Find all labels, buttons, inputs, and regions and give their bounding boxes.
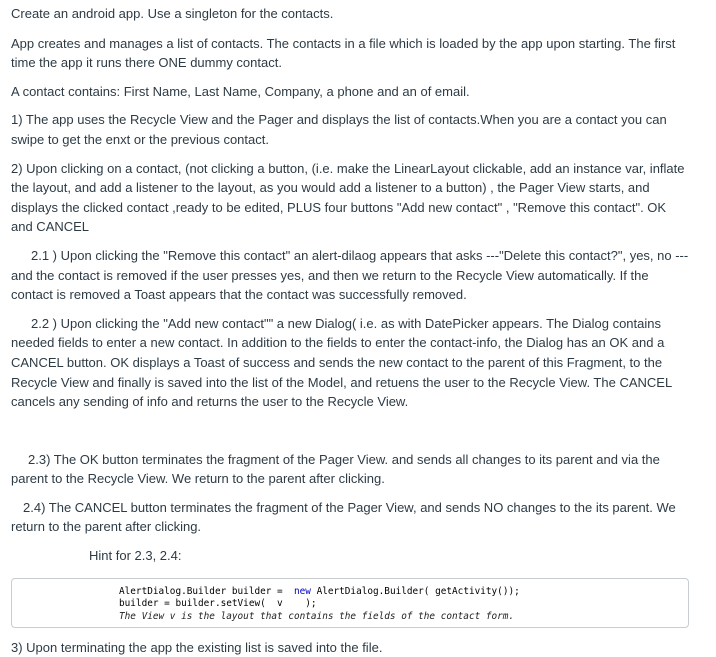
code-keyword-new: new [293,585,311,597]
code-line-1-start: AlertDialog.Builder builder = [119,585,294,597]
code-text [119,586,520,624]
code-block [11,578,689,628]
code-comment-line: The View v is the layout that contains the fields of the contact form. [119,610,515,622]
code-line-1-end: AlertDialog.Builder( getActivity()); [310,585,520,597]
contact-fields-paragraph: A contact contains: First Name, Last Name, Company, a phone and an of email. [11,83,470,99]
requirement-3-paragraph: 3) Upon terminating the app the existing list is saved into the file. [11,639,383,655]
assignment-document [11,4,691,657]
requirement-2-4-paragraph: 2.4) The CANCEL button terminates the fragment of the Pager View, and sends NO changes to the its parent. We return to the parent after clicking. [11,499,676,535]
hint-label: Hint for 2.3, 2.4: [89,548,182,564]
requirement-1-paragraph: 1) The app uses the Recycle View and the Pager and displays the list of contacts.When you are a contact you can swipe to get the enxt or the previous contact. [11,112,667,147]
requirement-2-2-paragraph: 2.2 ) Upon clicking the "Add new contact"" a new Dialog( i.e. as with DatePicker appears. The Dialog contains needed fields to enter a new contact. In addition to the fields to enter the contact-info, the Dialog has an OK and a CANCEL button. OK displays a Toast of success and sends the new contact to the parent of this Fragment, to the Recycle View and finally is saved into the list of the Model, and retuens the user to the Recycle View. The CANCEL cancels any sending of info and returns the user to the Recycle View. [11,315,672,410]
intro-paragraph: Create an android app. Use a singleton for the contacts. [11,6,334,21]
requirement-2-3-paragraph: 2.3) The OK button terminates the fragment of the Pager View. and sends all changes to its parent and via the parent to the Recycle View. We return to the parent after clicking. [11,451,660,487]
requirement-2-1-paragraph: 2.1 ) Upon clicking the "Remove this contact" an alert-dilaog appears that asks ---"Delete this contact?", yes, no ---and the contact is removed if the user presses yes, and then we return to the Recycle View automatically. If the contact is removed a Toast appears that the contact was successfully removed. [11,247,689,303]
storage-paragraph: App creates and manages a list of contacts. The contacts in a file which is loaded by the app upon starting. The first time the app it runs there ONE dummy contact. [11,35,676,71]
requirement-2-paragraph: 2) Upon clicking on a contact, (not clicking a button, (i.e. make the LinearLayout clickable, add an instance var, inflate the layout, and add a listener to the layout, as you would add a listener to a button) , the Pager View starts, and displays the clicked contact ,ready to be edited, PLUS four buttons "Add new contact" , "Remove this contact". OK and CANCEL [11,160,685,235]
code-line-2: builder = builder.setView( v ); [119,598,317,610]
